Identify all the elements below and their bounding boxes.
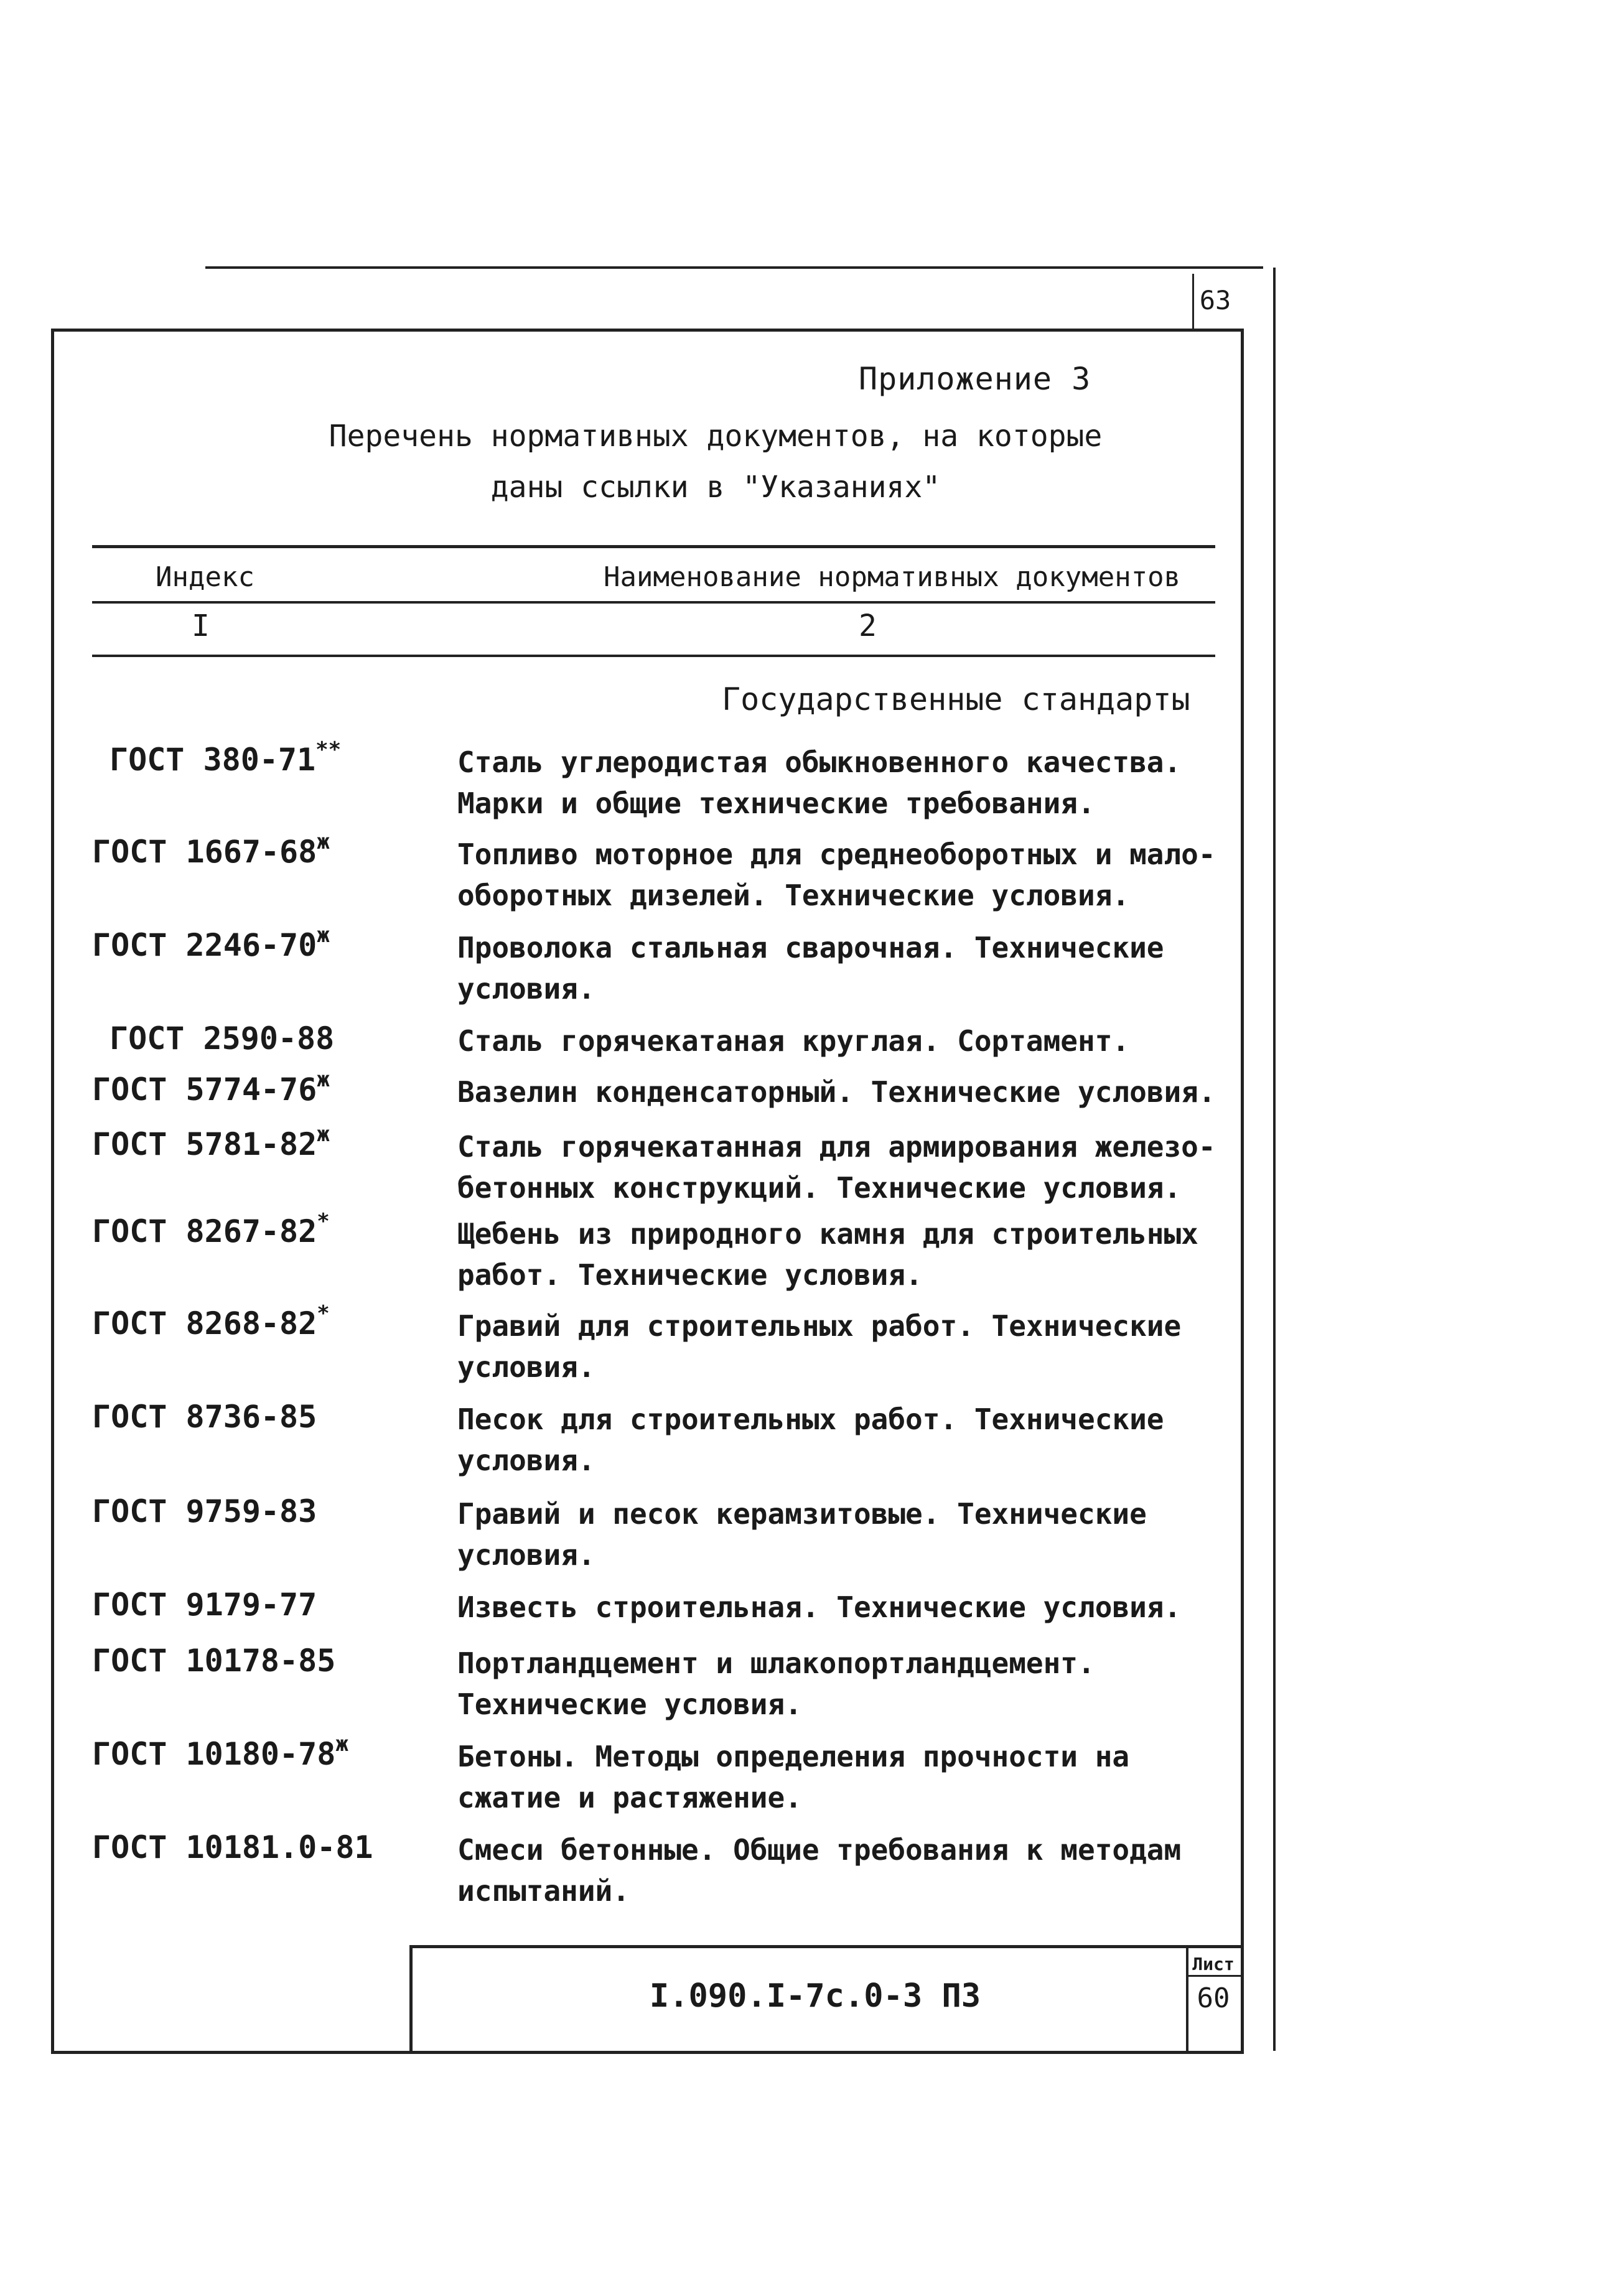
outer-right-edge — [1273, 268, 1276, 2051]
stamp-left — [409, 1945, 413, 2052]
doc-title: Вазелин конденсаторный. Технические условия. — [457, 1075, 1216, 1109]
doc-code: ГОСТ 9179-77 — [92, 1587, 317, 1623]
doc-title: Проволока стальная сварочная. Технические условия. — [457, 931, 1164, 1006]
doc-title: Гравий и песок керамзитовые. Технические условия. — [457, 1497, 1147, 1572]
doc-title: Гравий для строительных работ. Технические условия. — [457, 1309, 1182, 1384]
doc-title: Бетоны. Методы определения прочности на сжатие и растяжение. — [457, 1740, 1130, 1814]
doc-title: Топливо моторное для среднеоборотных и мало-оборотных дизелей. Технические условия. — [457, 838, 1216, 912]
table-rule-top — [92, 545, 1215, 548]
doc-title: Сталь углеродистая обыкновенного качества. Марки и общие технические требования. — [457, 745, 1182, 820]
col1-header: Индекс — [156, 561, 254, 593]
doc-code: ГОСТ 8267-82* — [92, 1209, 330, 1249]
doc-code: ГОСТ 9759-83 — [92, 1493, 317, 1529]
sheet-number: 60 — [1197, 1982, 1230, 2014]
doc-title: Известь строительная. Технические условия. — [457, 1590, 1182, 1624]
stamp-top — [409, 1945, 1241, 1948]
doc-code: ГОСТ 380-71** — [110, 737, 342, 778]
col2-header: Наименование нормативных документов — [604, 561, 1181, 593]
doc-code: ГОСТ $1667-68^ж$ — [92, 829, 330, 870]
frame-bottom — [51, 2051, 1244, 2054]
doc-code: ГОСТ 10178-85 — [92, 1643, 336, 1679]
col1-number: I — [192, 609, 210, 643]
frame-top — [51, 329, 1241, 332]
table-rule-bottom — [92, 655, 1215, 657]
doc-title: Смеси бетонные. Общие требования к методам испытаний. — [457, 1833, 1182, 1908]
frame-right — [1241, 329, 1244, 2054]
appendix-label: Приложение 3 — [859, 361, 1091, 397]
frame-left — [51, 329, 54, 2054]
title-line-2: даны ссылки в "Указаниях" — [490, 470, 941, 505]
col2-number: 2 — [859, 609, 877, 643]
sheet-label-rule — [1186, 1975, 1241, 1977]
doc-code: ГОСТ 8736-85 — [92, 1399, 317, 1435]
doc-code: ГОСТ 10181.0-81 — [92, 1829, 373, 1865]
table-rule-mid — [92, 601, 1215, 604]
doc-title: Сталь горячекатаная круглая. Сортамент. — [457, 1024, 1130, 1058]
doc-code: ГОСТ $10180-78^ж$ — [92, 1732, 348, 1772]
doc-code: ГОСТ $2246-70^ж$ — [92, 923, 330, 963]
top-margin-line — [205, 266, 1263, 269]
doc-code: ГОСТ 2590-88 — [110, 1020, 335, 1057]
doc-code: ГОСТ $5781-82^ж$ — [92, 1122, 330, 1162]
title-line-1: Перечень нормативных документов, на которые — [329, 419, 1103, 454]
doc-code: ГОСТ 8268-82* — [92, 1301, 330, 1342]
doc-title: Портландцемент и шлакопортландцемент. Технические условия. — [457, 1646, 1095, 1721]
document-code: I.090.I-7с.0-3 ПЗ — [649, 1977, 981, 2015]
section-title: Государственные стандарты — [722, 681, 1190, 717]
doc-title: Щебень из природного камня для строительных работ. Технические условия. — [457, 1217, 1198, 1292]
sheet-label: Лист — [1192, 1954, 1235, 1974]
doc-title: Песок для строительных работ. Технические условия. — [457, 1402, 1164, 1477]
page-title — [249, 411, 1182, 513]
corner-page-number: 63 — [1199, 285, 1231, 315]
doc-code: ГОСТ $5774-76^ж$ — [92, 1067, 330, 1108]
doc-title: Сталь горячекатанная для армирования железо-бетонных конструкций. Технические условия. — [457, 1130, 1216, 1205]
